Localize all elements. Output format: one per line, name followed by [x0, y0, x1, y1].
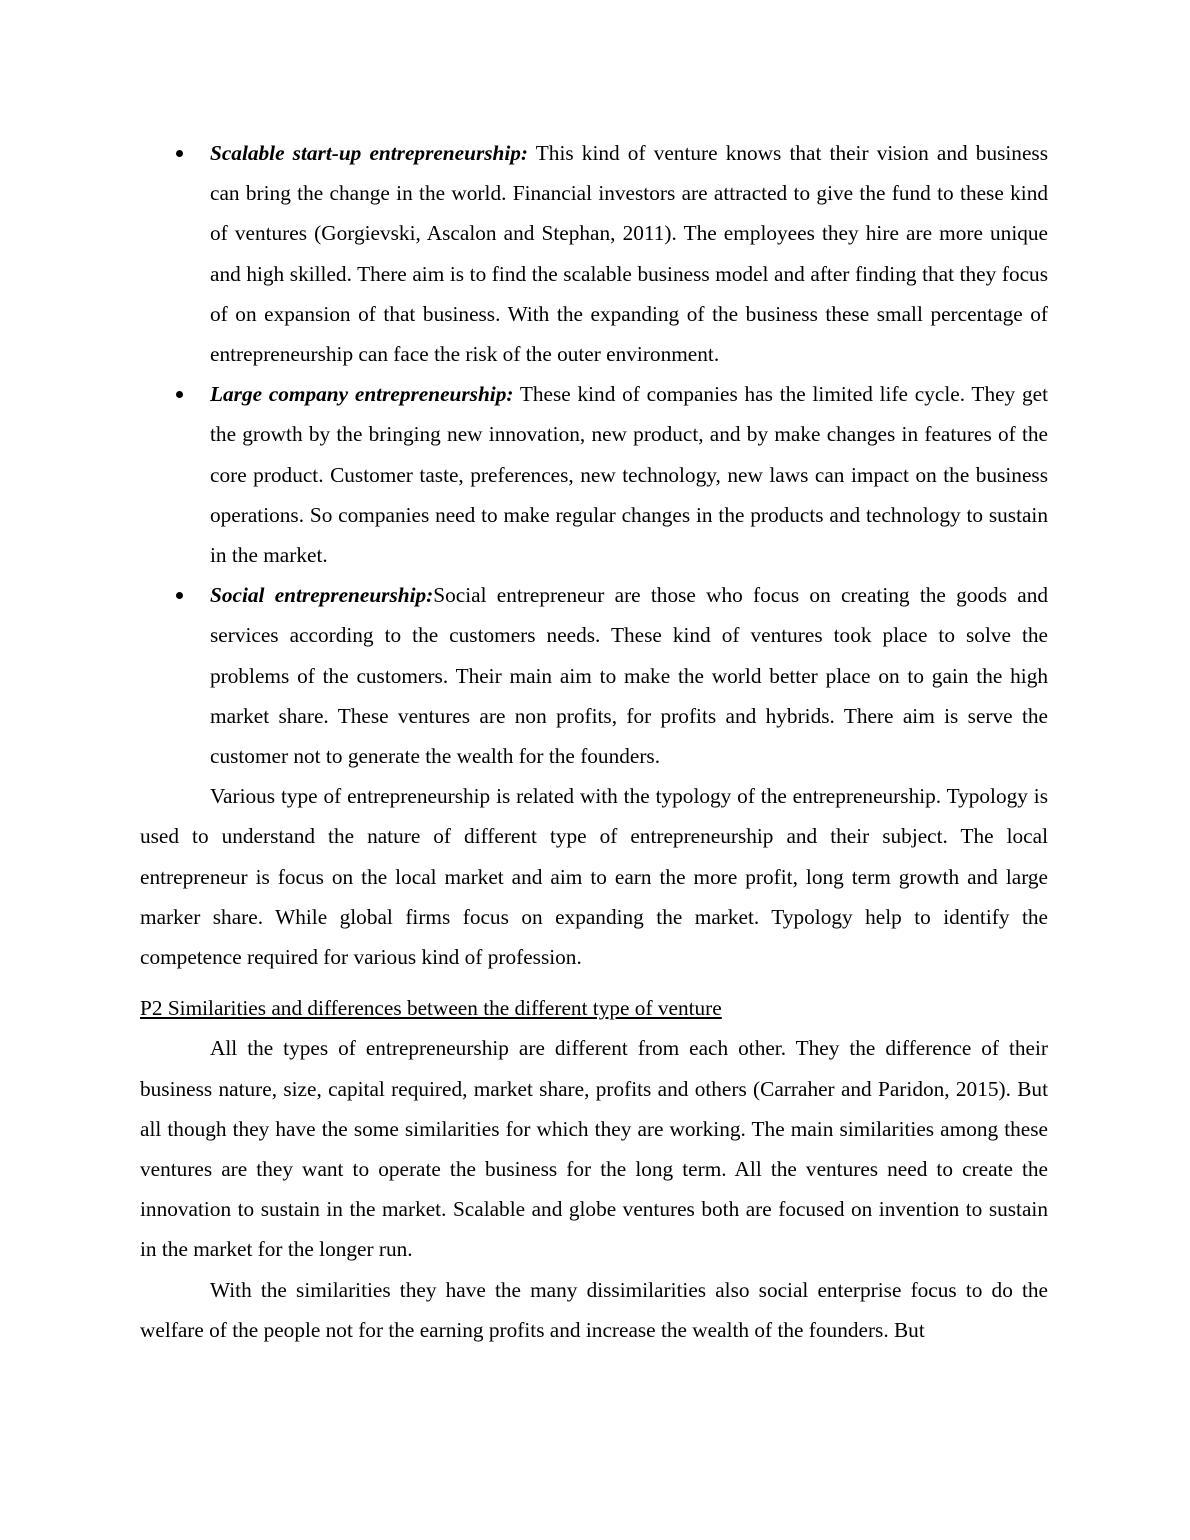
bullet-term: Social entrepreneurship: [210, 583, 434, 608]
list-item [140, 133, 1048, 374]
bullet-text: Social entrepreneur are those who focus on creating the goods and services according to the customers needs. These kind of ventures took place to solve the problems of the customers. Their main aim to make the world better place on to gain the high market share. These ventures are non profits, for profits and hybrids. There aim is serve the customer not to generate the wealth for the founders. [210, 583, 1048, 769]
bullet-text: These kind of companies has the limited life cycle. They get the growth by the bringing new innovation, new product, and by make changes in features of the core product. Customer taste, preferences, new technology, new laws can impact on the business operations. So companies need to make regular changes in the products and technology to sustain in the market. [210, 382, 1048, 568]
bullet-text: This kind of venture knows that their vision and business can bring the change in the world. Financial investors are attracted to give the fund to these kind of ventures (Gorgievski, Ascalon and Stephan, 2011). The employees they hire are more unique and high skilled. There aim is to find the scalable business model and after finding that they focus of on expansion of that business. With the expanding of the business these small percentage of entrepreneurship can face the risk of the outer environment. [210, 141, 1048, 367]
section-heading: P2 Similarities and differences between the different type of venture [140, 996, 722, 1021]
document-page [140, 133, 1048, 1350]
venture-type-list [140, 133, 1048, 776]
bullet-term: Scalable start-up entrepreneurship: [210, 141, 529, 165]
bullet-icon [176, 592, 183, 599]
typology-paragraph: Various type of entrepreneurship is related with the typology of the entrepreneurship. Typology is used to understand the nature of different type of entrepreneurship and their subject. The local entrepreneur is focus on the local market and aim to earn the more profit, long term growth and large marker share. While global firms focus on expanding the market. Typology help to identify the competence required for various kind of profession. [140, 784, 1048, 970]
list-item [140, 575, 1048, 776]
list-item [140, 374, 1048, 575]
bullet-icon [176, 150, 183, 157]
bullet-icon [176, 391, 183, 398]
similarities-paragraph: All the types of entrepreneurship are different from each other. They the difference of their business nature, size, capital required, market share, profits and others (Carraher and Paridon, 2015). But all though they have the some similarities for which they are working. The main similarities among these ventures are they want to operate the business for the long term. All the ventures need to create the innovation to sustain in the market. Scalable and globe ventures both are focused on invention to sustain in the market for the longer run. [140, 1036, 1048, 1262]
bullet-term: Large company entrepreneurship: [210, 382, 514, 407]
dissimilarities-paragraph: With the similarities they have the many dissimilarities also social enterprise focus to do the welfare of the people not for the earning profits and increase the wealth of the founders. But [140, 1277, 1048, 1342]
